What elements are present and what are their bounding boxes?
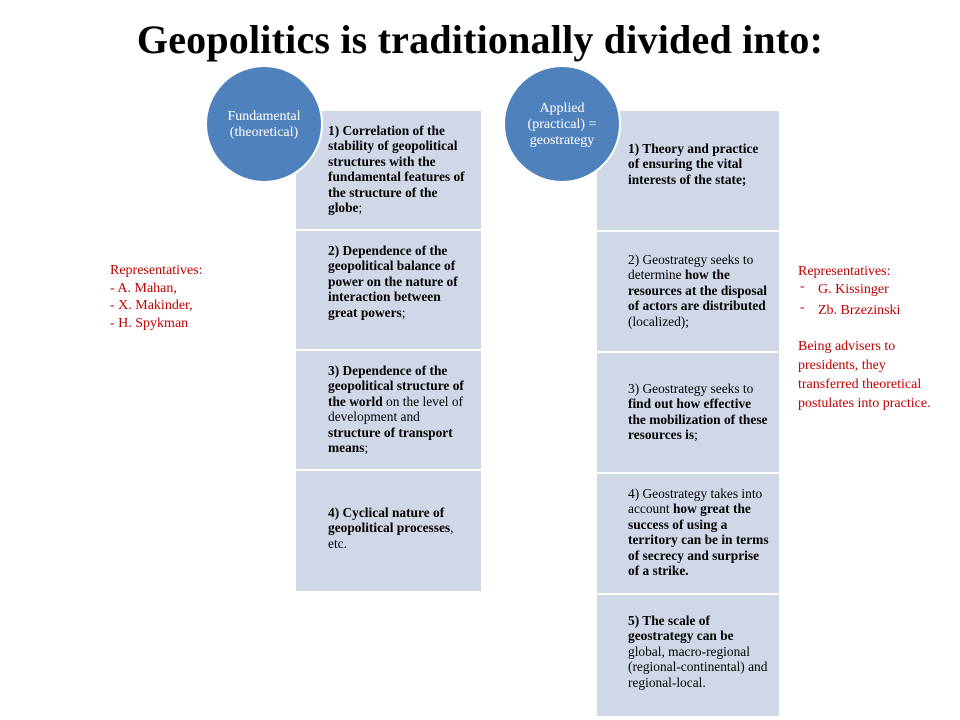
item-text-segment: 1) Theory and practice of ensuring the vital interests of the state; (628, 141, 759, 187)
item-text-segment: find out how effective the mobilization of these resources is (628, 396, 768, 443)
applied-representatives (798, 263, 948, 413)
fundamental-representatives (110, 262, 260, 332)
representative-name: - X. Makinder, (110, 298, 193, 313)
item-text-segment: 2) Dependence of the geopolitical balance of power on the nature of interaction between great powers (328, 243, 458, 320)
applied-circle-label: Applied (practical) = geostrategy (527, 101, 597, 148)
slide-title: Geopolitics is traditionally divided into: (136, 17, 824, 62)
fundamental-item-3 (296, 351, 481, 471)
applied-item-4 (597, 474, 779, 595)
item-text-segment: how great the success of using a territory can be in terms of secrecy and surprise of a strike. (628, 501, 769, 579)
representative-name: G. Kissinger (818, 281, 889, 297)
representative-name: Zb. Brzezinski (818, 303, 901, 318)
dash-bullet: - (800, 300, 805, 315)
item-text-segment: , etc. (328, 520, 454, 551)
fundamental-item-4 (296, 471, 481, 591)
item-text-segment: ; (364, 440, 369, 456)
item-text-segment: 4) Geostrategy takes into account (628, 486, 763, 517)
representatives-heading: Representatives: (798, 264, 891, 279)
fundamental-item-1 (296, 111, 481, 231)
item-text-segment: (localized); (628, 313, 689, 329)
dash-bullet: - (800, 278, 805, 294)
item-text-segment: 1) Correlation of the stability of geopolitical structures with the fundamental features of the structure of the globe (328, 123, 465, 216)
item-text-segment: 2) Geostrategy seeks to determine (628, 252, 754, 283)
item-text-segment: ; (401, 304, 406, 320)
item-text-segment: ; (358, 200, 363, 216)
item-text-segment: 4) Cyclical nature of geopolitical processes (328, 505, 451, 536)
representatives-heading: Representatives: (110, 263, 203, 278)
item-text-segment: 3) Dependence of the geopolitical structure of the world (328, 363, 464, 409)
representatives-note: Being advisers to presidents, they transferred theoretical postulates into practice. (798, 338, 931, 411)
item-text-segment: on the level of development and (328, 393, 464, 425)
item-text-segment: how the resources at the disposal of actors are distributed (628, 267, 767, 314)
applied-item-3 (597, 353, 779, 474)
representative-item (798, 278, 948, 299)
applied-circle (503, 65, 621, 183)
item-text-segment: structure of transport means (328, 424, 453, 456)
item-text-segment: global, macro-regional (regional-continental) and regional-local. (628, 643, 768, 690)
fundamental-column (296, 111, 481, 591)
item-text-segment: ; (694, 427, 698, 443)
applied-column (597, 111, 779, 716)
representative-name: - A. Mahan, (110, 280, 177, 296)
item-text-segment: 5) The scale of geostrategy can be (628, 613, 734, 644)
fundamental-circle-label: Fundamental (theoretical) (227, 109, 301, 140)
fundamental-circle (205, 65, 323, 183)
applied-item-5 (597, 595, 779, 716)
representative-item (798, 302, 948, 320)
representative-name: - H. Spykman (110, 315, 189, 331)
applied-item-2 (597, 232, 779, 353)
applied-item-1 (597, 111, 779, 232)
item-text-segment: 3) Geostrategy seeks to (628, 381, 754, 396)
fundamental-item-2 (296, 231, 481, 351)
